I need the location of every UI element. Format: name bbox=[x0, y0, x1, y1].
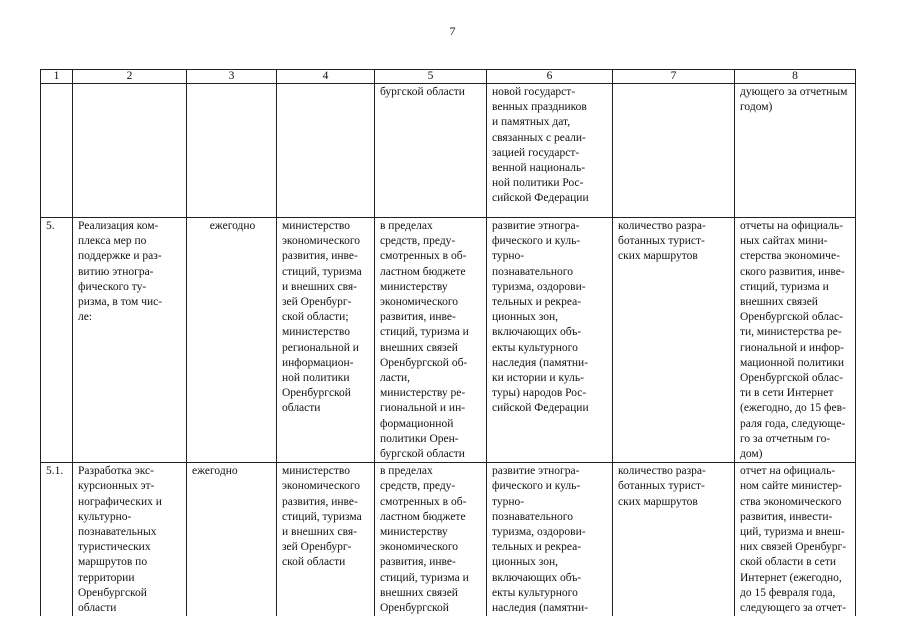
page-number: 7 bbox=[449, 24, 456, 38]
indicator-cell bbox=[613, 84, 735, 218]
header-cell: 2 bbox=[73, 70, 187, 84]
measure-name-cell: Разработка экс- курсионных эт- нографических и культурно- познавательных туристических маршрутов по территории Оренбургской области bbox=[73, 463, 187, 617]
expected-result-cell: развитие этногра- фического и куль- турно- познавательного туризма, оздорови- тельных и рекреа- ционных зон, включающих объ- екты культурного наследия (памятни- ки истории и куль- туры) народов Рос- сийской Федерации bbox=[487, 218, 613, 463]
row-number-cell: 5.1. bbox=[41, 463, 73, 617]
table-row bbox=[41, 84, 856, 218]
deadline-cell: ежегодно bbox=[187, 218, 277, 463]
row-number-cell bbox=[41, 84, 73, 218]
header-cell: 7 bbox=[613, 70, 735, 84]
deadline-cell: ежегодно bbox=[187, 463, 277, 617]
header-cell: 8 bbox=[735, 70, 856, 84]
header-cell: 4 bbox=[277, 70, 375, 84]
header-cell: 6 bbox=[487, 70, 613, 84]
header-cell: 3 bbox=[187, 70, 277, 84]
executor-cell bbox=[277, 84, 375, 218]
indicator-cell: количество разра- ботанных турист- ских маршрутов bbox=[613, 463, 735, 617]
expected-result-cell: новой государст- венных праздников и памятных дат, связанных с реали- зацией государст- венной националь- ной политики Рос- сийской Федерации bbox=[487, 84, 613, 218]
table-row bbox=[41, 463, 856, 617]
report-form-cell: отчеты на официаль- ных сайтах мини- стерства экономиче- ского развития, инве- стиций, туризма и внешних связей Оренбургской облас- ти, министерства ре- гиональной и инфор- мационной политики Оренбургской облас- ти в сети Интернет (ежегодно, до 15 фев- раля года, следующе- го за отчетным го- дом) bbox=[735, 218, 856, 463]
expected-result-cell: развитие этногра- фического и куль- турно- познавательного туризма, оздорови- тельных и рекреа- ционных зон, включающих объ- екты культурного наследия (памятни- bbox=[487, 463, 613, 617]
executor-cell: министерство экономического развития, инве- стиций, туризма и внешних свя- зей Оренбург- ской области; министерство региональной и информацион- ной политики Оренбургской области bbox=[277, 218, 375, 463]
funding-cell: бургской области bbox=[375, 84, 487, 218]
report-form-cell: дующего за отчетным годом) bbox=[735, 84, 856, 218]
table-header-row bbox=[41, 70, 856, 84]
header-cell: 1 bbox=[41, 70, 73, 84]
funding-cell: в пределах средств, преду- смотренных в об- ластном бюджете министерству экономического развития, инве- стиций, туризма и внешних связей Оренбургской об- ласти, министерству ре- гиональной и ин- формационной политики Орен- бургской области bbox=[375, 218, 487, 463]
header-cell: 5 bbox=[375, 70, 487, 84]
report-form-cell: отчет на официаль- ном сайте министер- ства экономического развития, инвести- ций, туризма и внеш- них связей Оренбург- ской области в сети Интернет (ежегодно, до 15 февраля года, следующего за отчет- bbox=[735, 463, 856, 617]
measure-name-cell: Реализация ком- плекса мер по поддержке и раз- витию этногра- фического ту- ризма, в том чис- ле: bbox=[73, 218, 187, 463]
table-row bbox=[41, 218, 856, 463]
row-number-cell: 5. bbox=[41, 218, 73, 463]
indicator-cell: количество разра- ботанных турист- ских маршрутов bbox=[613, 218, 735, 463]
deadline-cell bbox=[187, 84, 277, 218]
funding-cell: в пределах средств, преду- смотренных в об- ластном бюджете министерству экономического развития, инве- стиций, туризма и внешних связей Оренбургской bbox=[375, 463, 487, 617]
measure-name-cell bbox=[73, 84, 187, 218]
plan-table bbox=[40, 69, 856, 616]
executor-cell: министерство экономического развития, инве- стиций, туризма и внешних свя- зей Оренбург- ской области bbox=[277, 463, 375, 617]
